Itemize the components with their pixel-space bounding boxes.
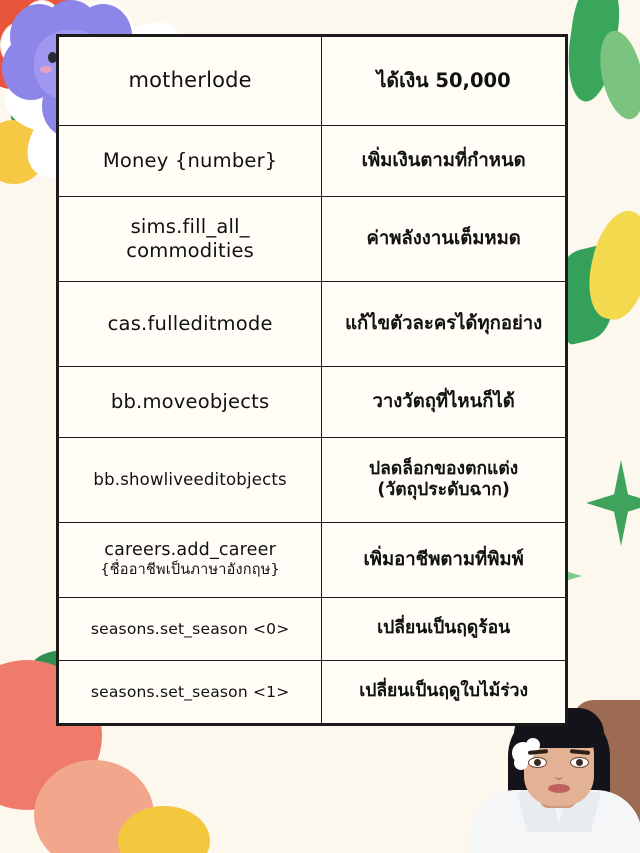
table-row [59,661,566,724]
description-cell [322,438,566,523]
description-line-2: (วัตถุประดับฉาก) [377,480,510,500]
command-cell: bb.showliveeditobjects [59,438,322,523]
command-line-2: {ชื่ออาชีพเป็นภาษาอังกฤษ} [100,561,280,578]
table-row [59,282,566,367]
command-cell: bb.moveobjects [59,367,322,438]
description-cell: เพิ่มอาชีพตามที่พิมพ์ [322,523,566,598]
description-cell: เปลี่ยนเป็นฤดูใบไม้ร่วง [322,661,566,724]
table-row [59,438,566,523]
description-cell: ได้เงิน 50,000 [322,37,566,126]
green-sparkle-icon [586,460,640,546]
command-cell: seasons.set_season <1> [59,661,322,724]
table-row [59,367,566,438]
command-cell [59,197,322,282]
description-cell: ค่าพลังงานเต็มหมด [322,197,566,282]
command-line-1: sims.fill_all_ [130,215,250,239]
description-cell: เพิ่มเงินตามที่กำหนด [322,126,566,197]
table-row [59,523,566,598]
description-line-1: ปลดล็อกของตกแต่ง [369,458,519,479]
description-cell: เปลี่ยนเป็นฤดูร้อน [322,598,566,661]
command-line-2: commodities [126,239,255,262]
table [58,36,566,724]
description-cell: แก้ไขตัวละครได้ทุกอย่าง [322,282,566,367]
command-cell: seasons.set_season <0> [59,598,322,661]
table-row [59,37,566,126]
table-row [59,197,566,282]
command-cell: motherlode [59,37,322,126]
table-row [59,598,566,661]
command-cell: cas.fulleditmode [59,282,322,367]
description-cell: วางวัตถุที่ไหนก็ได้ [322,367,566,438]
command-line-1: careers.add_career [104,540,277,561]
command-cell [59,523,322,598]
table-row [59,126,566,197]
cheat-code-table [56,34,568,726]
command-cell: Money {number} [59,126,322,197]
